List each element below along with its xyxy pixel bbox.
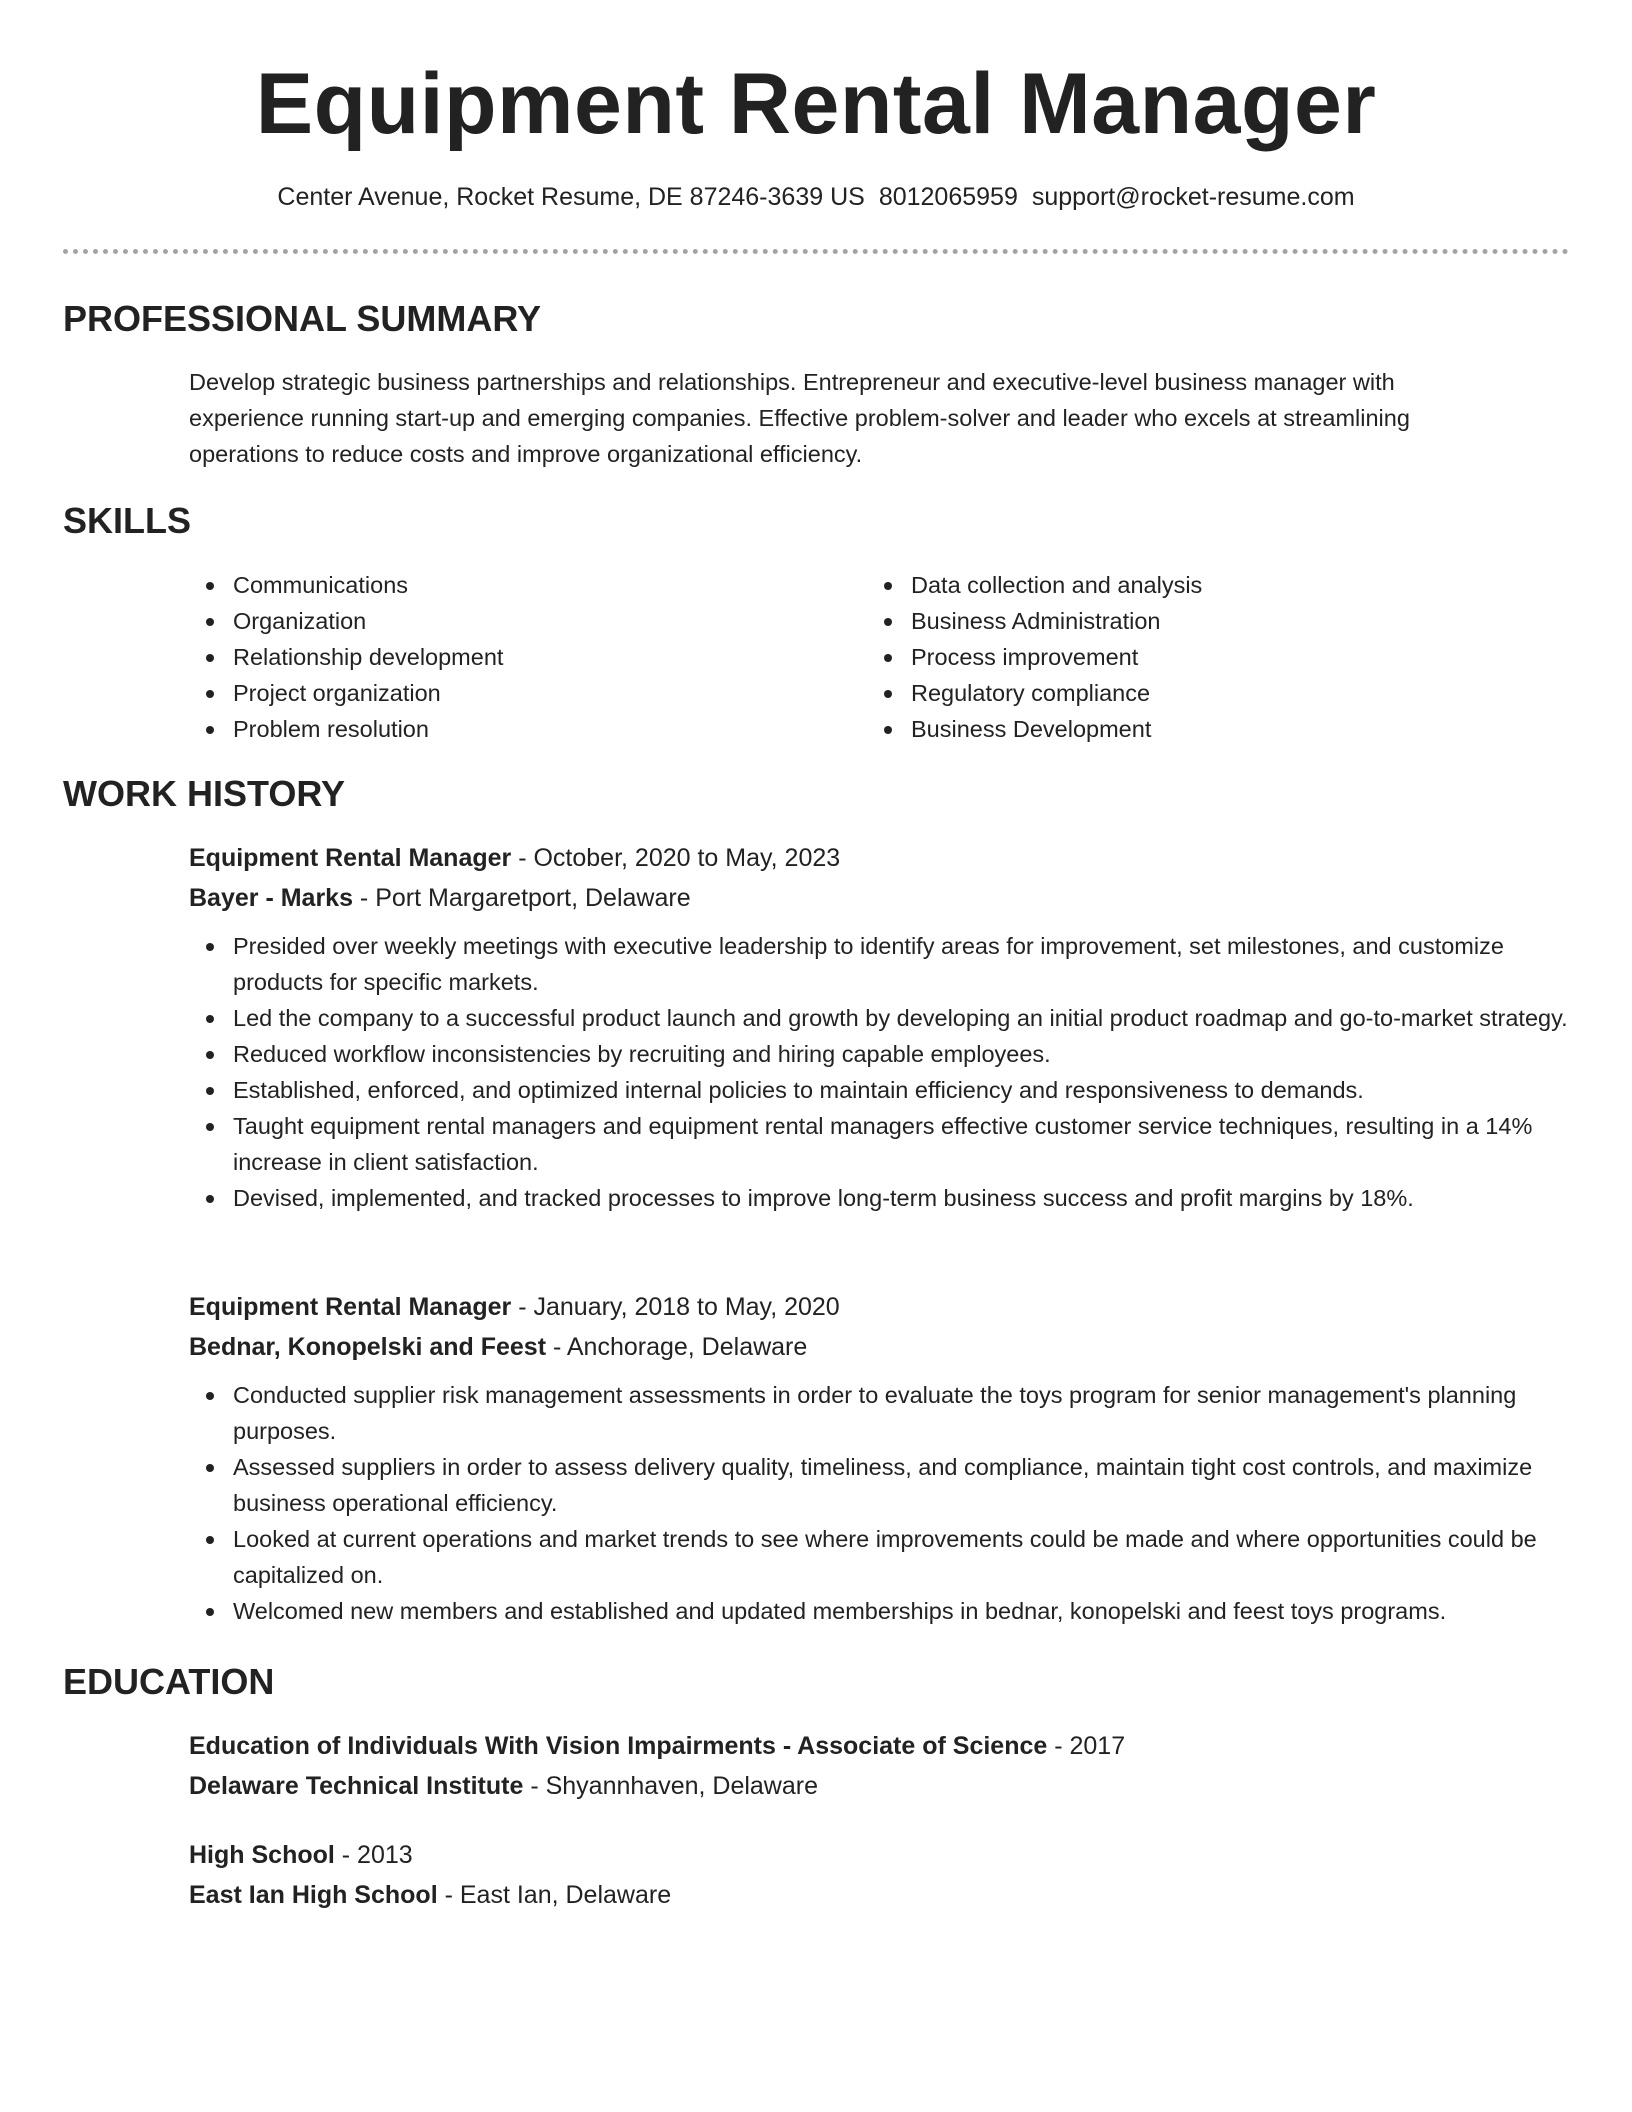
job-bullets <box>189 928 1579 1216</box>
job-company: Bayer - Marks <box>189 884 353 912</box>
header-divider <box>63 249 1569 254</box>
summary-heading: PROFESSIONAL SUMMARY <box>63 298 542 339</box>
job-entry <box>189 1287 1579 1629</box>
education-degree-line <box>189 1726 1579 1766</box>
education-year: - 2013 <box>334 1841 413 1869</box>
job-title-line <box>189 838 1579 878</box>
education-year: - 2017 <box>1047 1732 1126 1760</box>
job-bullet: Taught equipment rental managers and equipment rental managers effective customer service techniques, resulting in a 14% increase in client satisfaction. <box>189 1108 1579 1180</box>
job-dates: - January, 2018 to May, 2020 <box>511 1293 840 1321</box>
contact-phone: 8012065959 <box>878 183 1018 211</box>
summary-text: Develop strategic business partnerships and relationships. Entrepreneur and executive-level business manager with experience running start-up and emerging companies. Effective problem-solver and leader who excels at streamlining operations to reduce costs and improve organizational efficiency. <box>189 369 1410 467</box>
skills-list-left <box>189 567 503 747</box>
job-title-line <box>189 1287 1579 1327</box>
job-bullet: Led the company to a successful product launch and growth by developing an initial product roadmap and go-to-market strategy. <box>189 1000 1579 1036</box>
skill-item: Regulatory compliance <box>867 675 1202 711</box>
candidate-name: Equipment Rental Manager <box>255 56 1377 152</box>
work-history-heading: WORK HISTORY <box>63 773 346 814</box>
contact-address: Center Avenue, Rocket Resume, DE 87246-3639 US <box>277 183 865 211</box>
contact-email[interactable]: support@rocket-resume.com <box>1031 183 1355 211</box>
skill-item: Business Development <box>867 711 1202 747</box>
job-bullet: Conducted supplier risk management assessments in order to evaluate the toys program for senior management's planning purposes. <box>189 1377 1579 1449</box>
skill-item: Organization <box>189 603 503 639</box>
job-dates: - October, 2020 to May, 2023 <box>511 844 841 872</box>
skill-item: Problem resolution <box>189 711 503 747</box>
job-location: - Anchorage, Delaware <box>546 1333 808 1361</box>
education-degree-line <box>189 1835 1579 1875</box>
education-location: - East Ian, Delaware <box>437 1881 672 1909</box>
job-role: Equipment Rental Manager <box>189 844 512 872</box>
contact-line <box>0 180 1632 214</box>
education-school-line <box>189 1875 1579 1915</box>
job-entry <box>189 838 1579 1216</box>
job-bullet: Reduced workflow inconsistencies by recruiting and hiring capable employees. <box>189 1036 1579 1072</box>
job-company-line <box>189 878 1579 918</box>
skill-item: Communications <box>189 567 503 603</box>
education-location: - Shyannhaven, Delaware <box>523 1772 818 1800</box>
job-company: Bednar, Konopelski and Feest <box>189 1333 547 1361</box>
skill-item: Process improvement <box>867 639 1202 675</box>
education-school-line <box>189 1766 1579 1806</box>
education-school: East Ian High School <box>189 1881 438 1909</box>
education-degree: Education of Individuals With Vision Impairments - Associate of Science <box>189 1732 1048 1760</box>
education-degree: High School <box>189 1841 335 1869</box>
education-school: Delaware Technical Institute <box>189 1772 524 1800</box>
job-bullets <box>189 1377 1579 1629</box>
job-bullet: Looked at current operations and market trends to see where improvements could be made and where opportunities could be capitalized on. <box>189 1521 1579 1593</box>
education-heading: EDUCATION <box>63 1661 275 1702</box>
skill-item: Project organization <box>189 675 503 711</box>
skill-item: Relationship development <box>189 639 503 675</box>
education-entry <box>189 1835 1579 1915</box>
job-bullet: Assessed suppliers in order to assess delivery quality, timeliness, and compliance, maintain tight cost controls, and maximize business operational efficiency. <box>189 1449 1579 1521</box>
skill-item: Business Administration <box>867 603 1202 639</box>
job-bullet: Presided over weekly meetings with executive leadership to identify areas for improvement, set milestones, and customize products for specific markets. <box>189 928 1579 1000</box>
job-role: Equipment Rental Manager <box>189 1293 512 1321</box>
job-bullet: Established, enforced, and optimized internal policies to maintain efficiency and responsiveness to demands. <box>189 1072 1579 1108</box>
job-location: - Port Margaretport, Delaware <box>352 884 691 912</box>
job-bullet: Devised, implemented, and tracked processes to improve long-term business success and profit margins by 18%. <box>189 1180 1579 1216</box>
job-company-line <box>189 1327 1579 1367</box>
skills-heading: SKILLS <box>63 500 192 541</box>
skill-item: Data collection and analysis <box>867 567 1202 603</box>
education-entry <box>189 1726 1579 1806</box>
skills-list-right <box>867 567 1202 747</box>
job-bullet: Welcomed new members and established and updated memberships in bednar, konopelski and feest toys programs. <box>189 1593 1579 1629</box>
